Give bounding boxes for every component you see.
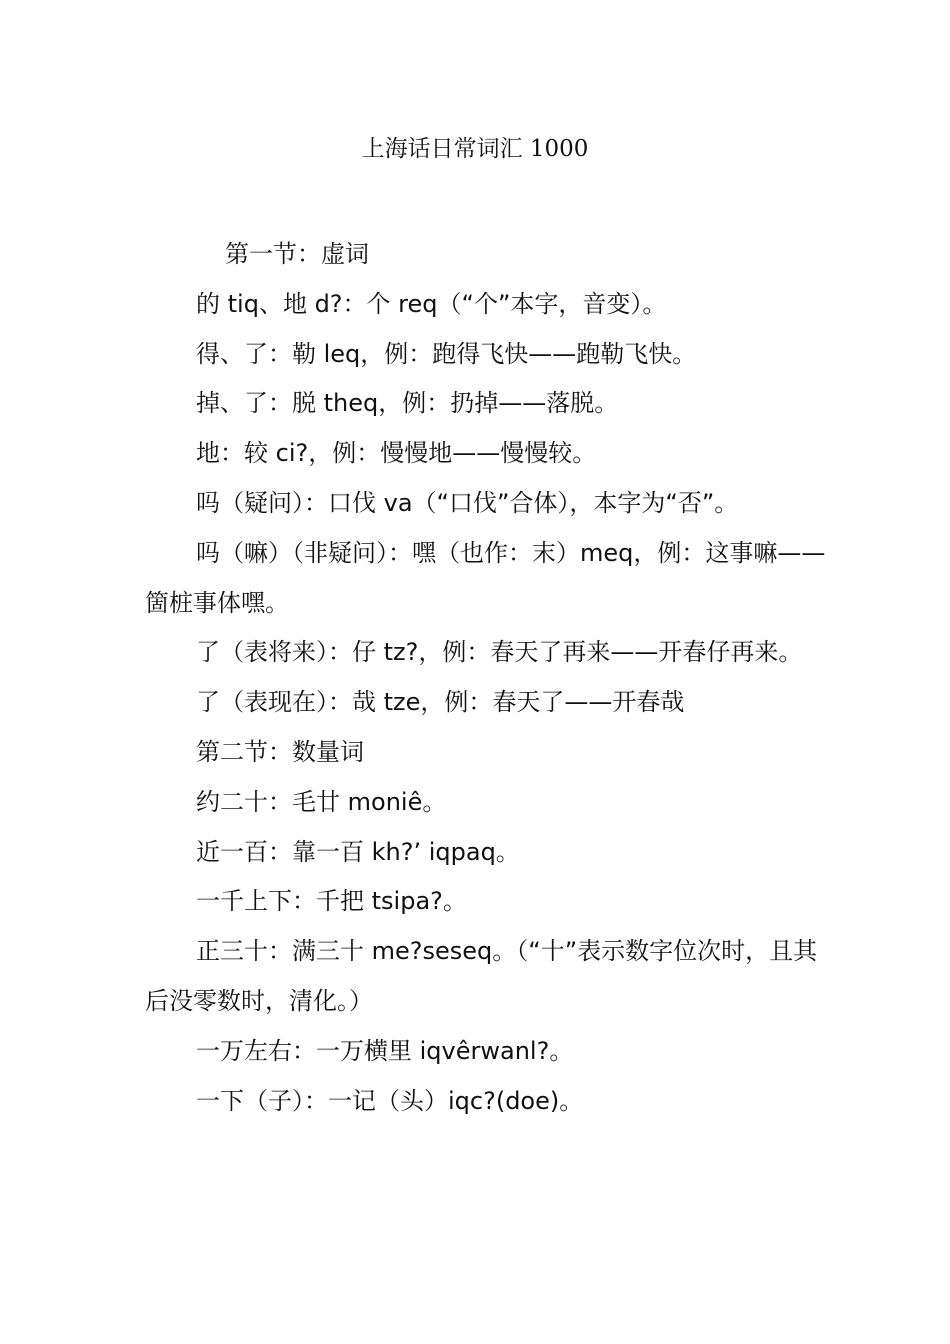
entry-ma-question: 吗（疑问）：口伐 va（“口伐”合体），本字为“否”。 <box>196 488 739 517</box>
entry-a-moment: 一下（子）：一记（头）iqc?(doe)。 <box>196 1086 584 1115</box>
document-title: 上海话日常词汇 1000 <box>361 136 589 162</box>
entry-di: 地：较 ci?，例：慢慢地——慢慢较。 <box>196 439 597 468</box>
entry-diao-le: 掉、了：脱 theq，例：扔掉——落脱。 <box>196 389 619 418</box>
entry-near-hundred: 近一百：靠一百 kh?’ iqpaq。 <box>196 837 520 866</box>
entry-about-ten-thousand: 一万左右：一万横里 iqvêrwanl?。 <box>196 1036 574 1065</box>
entry-le-present: 了（表现在）：哉 tze，例：春天了——开春哉 <box>196 688 685 717</box>
document-body <box>145 230 835 1126</box>
section-heading-numerals: 第二节：数量词 <box>196 737 364 766</box>
entry-ma-non-question: 吗（嘛）（非疑问）：嘿（也作：末）meq，例：这事嘛——箇桩事体嘿。 <box>145 538 826 617</box>
entry-about-twenty: 约二十：毛廿 moniê。 <box>196 787 447 816</box>
entry-exactly-thirty: 正三十：满三十 me?seseq。（“十”表示数字位次时，且其后没零数时，清化。） <box>145 937 818 1015</box>
section-heading-function-words: 第一节：虚词 <box>225 240 369 268</box>
entry-de-le: 得、了：勒 leq，例：跑得飞快——跑勒飞快。 <box>196 339 697 368</box>
entry-de-particle: 的 tiq、地 d?：个 req（“个”本字，音变）。 <box>196 289 667 318</box>
entry-le-future: 了（表将来）：仔 tz?，例：春天了再来——开春仔再来。 <box>196 638 803 667</box>
entry-about-thousand: 一千上下：千把 tsipa?。 <box>196 887 467 916</box>
